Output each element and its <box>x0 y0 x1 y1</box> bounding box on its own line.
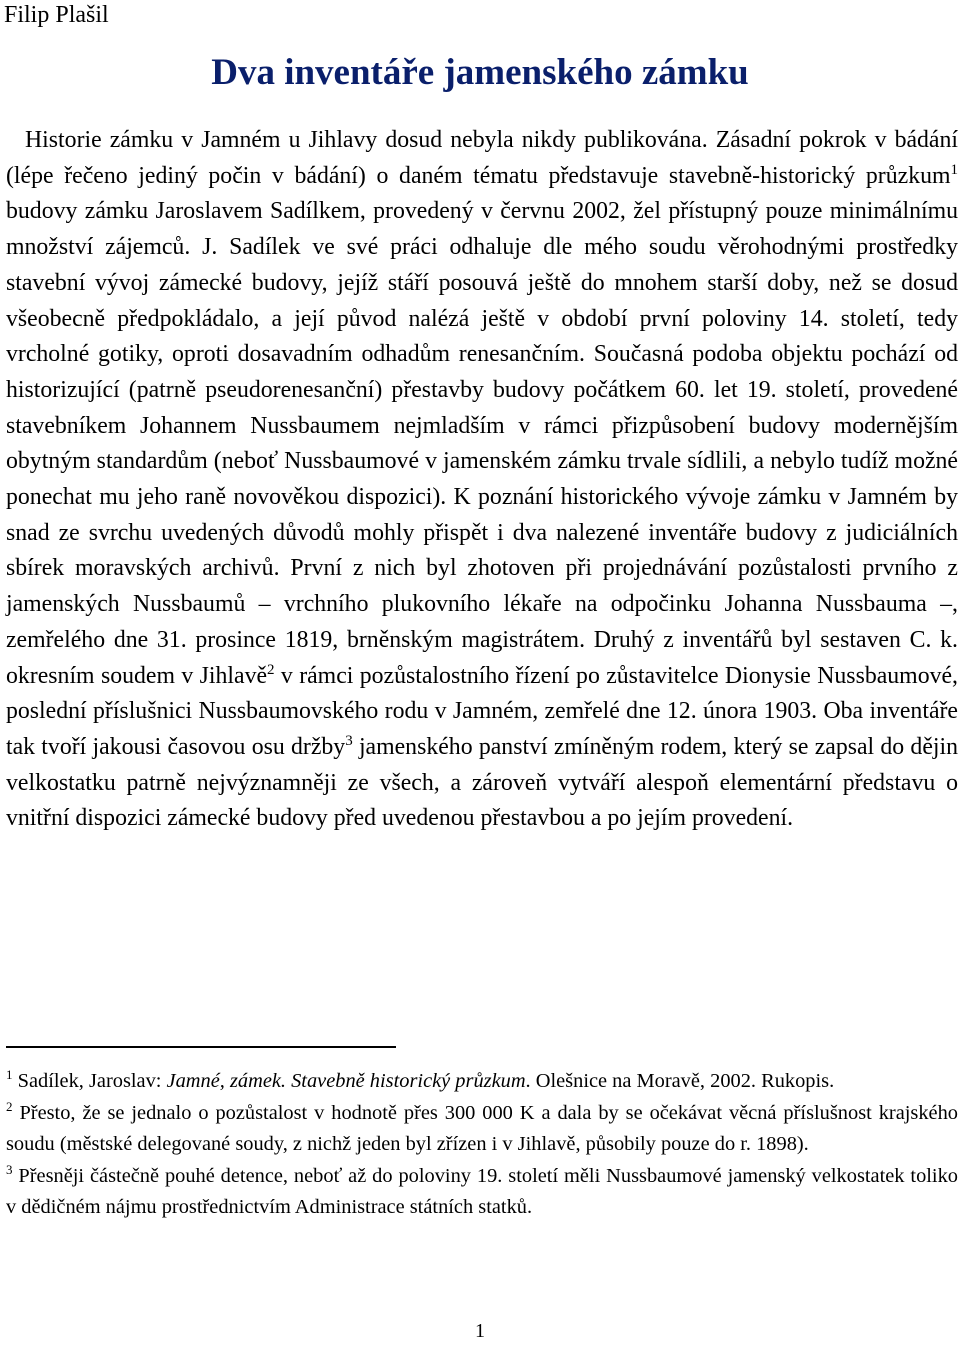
footnote-text: Přesto, že se jednalo o pozůstalost v hodnotě přes 300 000 K a dala by se očekávat věcná příslušnost krajského soudu (městské delegované soudy, z nichž jeden byl zřízen i v Jihlavě, působily pouze do r. 1898). <box>6 1101 958 1155</box>
footnote-text: . Olešnice na Moravě, 2002. Rukopis. <box>525 1070 835 1092</box>
body-text-part-4: jamenského panství zmíněným rodem, který se zapsal do dějin velkostatku patrně nejvýznamněji ze všech, a zároveň vytváří alespoň elementární představu o vnitřní dispozici zámecké budovy před uvedenou přestavbou a po jejím provedení. <box>6 733 959 832</box>
footnote-text: Sadílek, Jaroslav: <box>17 1070 167 1092</box>
body-text-part-3: v rámci pozůstalostního řízení po zůstavitelce Dionysie Nussbaumové, poslední příslušnici Nussbaumovského rodu v Jamném, zemřelé dne 12. února 1903. Oba inventáře tak tvoří jakousi časovou osu držby <box>6 662 959 760</box>
footnote-1 <box>6 1066 958 1098</box>
footnote-number: 2 <box>6 1098 13 1114</box>
footnote-ref-3[interactable]: 3 <box>345 732 353 749</box>
article-title: Dva inventáře jamenského zámku <box>211 52 749 93</box>
author-name: Filip Plašil <box>4 2 109 28</box>
body-text-part-1: Historie zámku v Jamném u Jihlavy dosud nebyla nikdy publikována. Zásadní pokrok v bádání (lépe řečeno jediný počin v bádání) o daném tématu představuje stavebně-historický průzkum <box>6 127 958 189</box>
footnote-separator <box>6 1046 396 1048</box>
footnote-3 <box>6 1161 958 1224</box>
footnotes <box>6 1066 958 1224</box>
body-text-part-2: budovy zámku Jaroslavem Sadílkem, provedený v červnu 2002, žel přístupný pouze minimálnímu množství zájemců. J. Sadílek ve své práci odhaluje dle mého soudu věrohodnými prostředky stavební vývoj zámecké budovy, jejíž stáří posouvá ještě do mnohem starší doby, než se dosud všeobecně předpokládalo, a její původ nalézá ještě v období první poloviny 14. století, tedy vrcholné gotiky, oproti dosavadním odhadům renesančním. Současná podoba objektu pochází od historizující (patrně pseudorenesanční) přestavby budovy počátkem 60. let 19. století, provedené stavebníkem Johannem Nussbaumem nejmladším v rámci přizpůsobení budovy modernějším obytným standardům (neboť Nussbaumové v jamenském zámku trvale sídlili, a nebylo tudíž možné ponechat mu jeho raně novověkou dispozici). K poznání historického vývoje zámku v Jamném by snad ze svrchu uvedených důvodů mohly přispět i dva nalezené inventáře budovy z judiciálních sbírek moravských archivů. První z nich byl zhotoven při projednávání pozůstalosti prvního z jamenských Nussbaumů – vrchního plukovního lékaře na odpočinku Johanna Nussbauma –, zemřelého dne 31. prosince 1819, brněnským magistrátem. Druhý z inventářů byl sestaven C. k. okresním soudem v Jihlavě <box>6 198 958 689</box>
footnote-number: 1 <box>6 1067 13 1082</box>
footnote-2 <box>6 1098 958 1161</box>
body-paragraph <box>6 123 958 837</box>
footnote-ref-1[interactable]: 1 <box>950 161 958 178</box>
footnote-text: Přesněji částečně pouhé detence, neboť až do poloviny 19. století měli Nussbaumové jamenský velkostatek toliko v dědičném nájmu prostřednictvím Administrace státních statků. <box>6 1164 958 1218</box>
page-number: 1 <box>475 1320 485 1342</box>
footnote-ref-2[interactable]: 2 <box>267 661 275 678</box>
footnote-number: 3 <box>6 1161 13 1177</box>
footnote-work-title: Jamné, zámek. Stavebně historický průzkum <box>166 1070 526 1092</box>
